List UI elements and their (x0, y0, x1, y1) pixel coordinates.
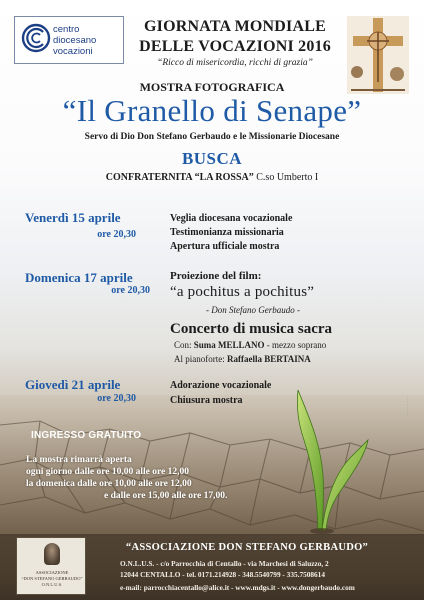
exhibition-title: “Il Granello di Senape” (62, 93, 362, 128)
event-motto: “Ricco di misericordia, ricchi di grazia” (157, 58, 313, 68)
logo-text-line: vocazioni (53, 46, 93, 57)
pianist-prefix: Al pianoforte: (174, 354, 225, 364)
concert-title: Concerto di musica sacra (170, 321, 333, 337)
association-logo-caption: O.N.L.U.S. (41, 582, 63, 587)
opening-hours-line: ogni giorno dalle ore 10,00 alle ore 12,00 (26, 467, 189, 477)
association-phone: 12044 CENTALLO - tel. 0171.214928 - 348.5540799 - 335.7508614 (120, 570, 325, 579)
schedule-activity: Chiusura mostra (170, 395, 243, 406)
pianist-name: Raffaella BERTAINA (227, 354, 311, 364)
performer-name: Suma MELLANO (193, 340, 265, 350)
photo-credit-mark: · · · · · · (404, 398, 410, 415)
association-logo-caption: ASSOCIAZIONE (35, 570, 69, 575)
schedule-day: Venerdì 15 aprile (25, 210, 121, 225)
venue (0, 172, 424, 183)
logo-text-line: centro (53, 24, 80, 35)
schedule-activity: Testimonianza missionaria (170, 227, 284, 238)
event-title-line1: GIORNATA MONDIALE (144, 18, 326, 35)
exhibition-kind: MOSTRA FOTOGRAFICA (139, 80, 285, 94)
film-title: “a pochitus a pochitus” (170, 284, 315, 300)
sprout-icon (290, 380, 370, 535)
performer-line (174, 340, 326, 350)
association-name: “ASSOCIAZIONE DON STEFANO GERBAUDO” (125, 542, 369, 553)
logo-swirl-icon (21, 23, 51, 53)
pianist-line (174, 354, 311, 364)
city-name: BUSCA (181, 149, 243, 168)
schedule-activity: Veglia diocesana vocazionale (170, 213, 293, 224)
film-author: - Don Stefano Gerbaudo - (206, 305, 300, 315)
schedule-time: ore 20,30 (97, 229, 136, 240)
opening-hours-line: La mostra rimarrà aperta (26, 455, 132, 465)
free-entry-notice: INGRESSO GRATUITO (31, 430, 142, 441)
association-address: O.N.L.U.S. - c/o Parrocchia di Centallo - via Marchesi di Saluzzo, 2 (120, 559, 329, 568)
schedule-activity: Proiezione del film: (170, 270, 262, 282)
event-title-line2: DELLE VOCAZIONI 2016 (139, 38, 331, 55)
schedule-time: ore 20,30 (111, 285, 150, 296)
venue-address: C.so Umberto I (256, 172, 319, 183)
performer-prefix: Con: (174, 340, 192, 350)
schedule-day: Domenica 17 aprile (25, 270, 133, 285)
schedule-time: ore 20,30 (97, 393, 136, 404)
venue-name: CONFRATERNITA “LA ROSSA” (105, 172, 254, 183)
exhibition-subtitle: Servo di Dio Don Stefano Gerbaudo e le Missionarie Diocesane (84, 132, 340, 142)
schedule-day: Giovedì 21 aprile (25, 377, 121, 392)
opening-hours-line: la domenica dalle ore 10,00 alle ore 12,00 (26, 479, 192, 489)
logo-text-line: diocesano (53, 35, 97, 46)
centro-diocesano-vocazioni-logo (14, 16, 124, 64)
schedule-activity: Apertura ufficiale mostra (170, 241, 280, 252)
association-logo-caption: “DON STEFANO GERBAUDO” (21, 576, 83, 581)
schedule-activity: Adorazione vocazionale (170, 380, 272, 391)
performer-role: - mezzo soprano (266, 340, 327, 350)
opening-hours-line: e dalle ore 15,00 alle ore 17,00. (104, 491, 228, 501)
association-contacts: e-mail: parrocchiacentallo@alice.it - www.mdgs.it - www.dongerbaudo.com (120, 583, 355, 592)
